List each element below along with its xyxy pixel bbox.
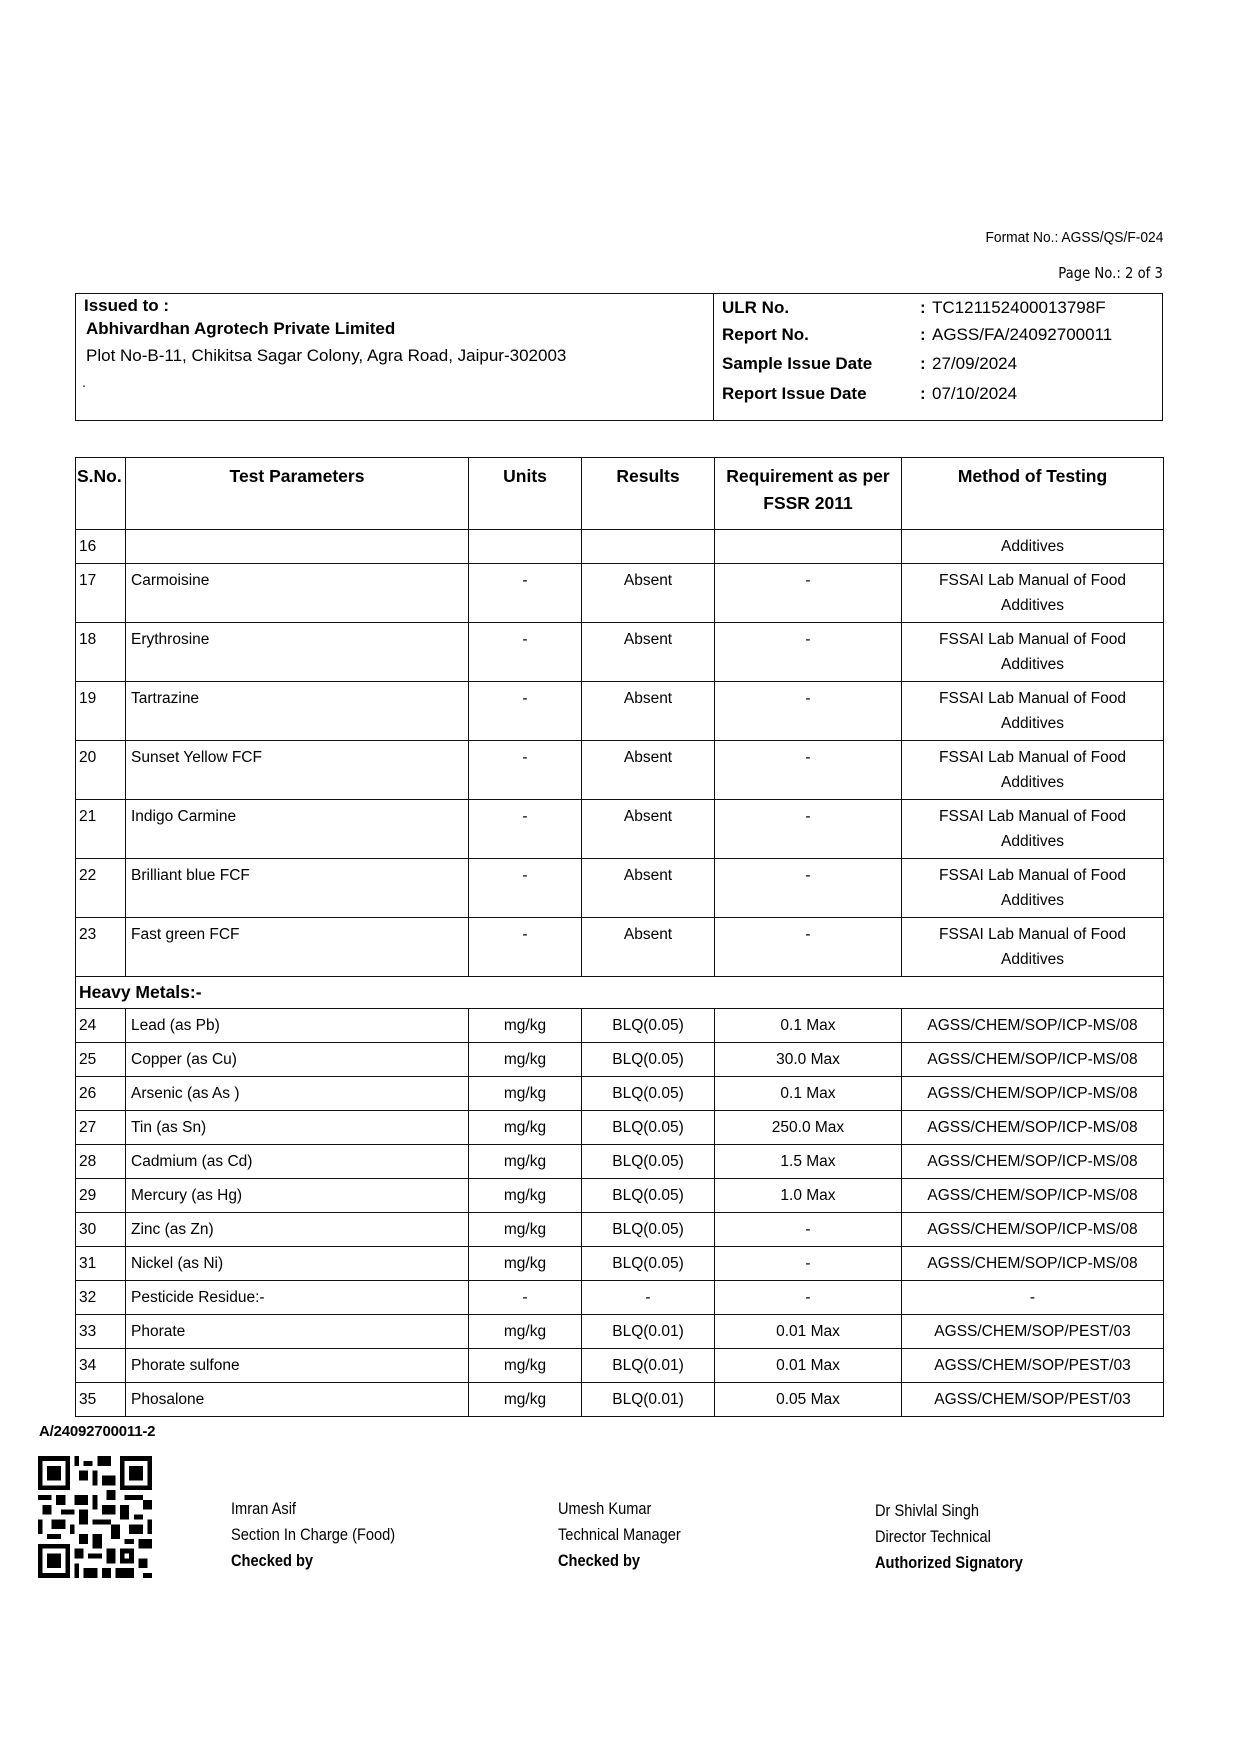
cell-units [469, 530, 582, 564]
table-row [76, 1247, 1164, 1281]
cell-sno: 29 [76, 1179, 126, 1213]
col-header-test-parameters: Test Parameters [126, 458, 469, 530]
signatory-name: Dr Shivlal Singh [875, 1501, 980, 1520]
format-number: Format No.: AGSS/QS/F-024 [985, 229, 1163, 246]
cell-sno: 31 [76, 1247, 126, 1281]
cell-sno: 22 [76, 859, 126, 918]
col-header-sno: S.No. [76, 458, 126, 530]
cell-results: BLQ(0.05) [582, 1009, 715, 1043]
report-issue-date-label: Report Issue Date [722, 384, 867, 403]
cell-units: - [469, 623, 582, 682]
table-row [76, 1281, 1164, 1315]
cell-requirement: - [715, 623, 902, 682]
cell-sno: 19 [76, 682, 126, 741]
table-row [76, 1077, 1164, 1111]
table-row [76, 1383, 1164, 1417]
cell-units: mg/kg [469, 1179, 582, 1213]
signatory-name: Imran Asif [231, 1499, 297, 1518]
cell-sno: 21 [76, 800, 126, 859]
table-row [76, 1213, 1164, 1247]
col-header-units: Units [469, 458, 582, 530]
table-row [76, 1145, 1164, 1179]
cell-requirement: 0.05 Max [715, 1383, 902, 1417]
cell-requirement: - [715, 564, 902, 623]
cell-sno: 27 [76, 1111, 126, 1145]
cell-results: BLQ(0.05) [582, 1111, 715, 1145]
cell-sno: 17 [76, 564, 126, 623]
sample-issue-date-value: 27/09/2024 [932, 354, 1018, 373]
cell-units: mg/kg [469, 1247, 582, 1281]
cell-units: - [469, 800, 582, 859]
signatory-technical-manager [558, 1496, 681, 1574]
issued-to-label: Issued to : [84, 296, 170, 315]
cell-requirement: - [715, 1281, 902, 1315]
table-header-row [76, 458, 1164, 530]
table-row [76, 1009, 1164, 1043]
sample-issue-date-label: Sample Issue Date [722, 354, 873, 373]
table-row [76, 1043, 1164, 1077]
cell-method: AGSS/CHEM/SOP/ICP-MS/08 [902, 1145, 1164, 1179]
signatory-director-technical [875, 1498, 1023, 1576]
cell-sno: 32 [76, 1281, 126, 1315]
report-number-value: AGSS/FA/24092700011 [932, 325, 1113, 344]
cell-param: Tin (as Sn) [126, 1111, 469, 1145]
cell-requirement: - [715, 800, 902, 859]
cell-requirement: 0.01 Max [715, 1349, 902, 1383]
cell-param: Brilliant blue FCF [126, 859, 469, 918]
cell-results: Absent [582, 800, 715, 859]
cell-method: FSSAI Lab Manual of Food Additives [902, 741, 1164, 800]
table-row [76, 682, 1164, 741]
ulr-number-label: ULR No. [722, 298, 790, 317]
cell-results: Absent [582, 623, 715, 682]
cell-units: mg/kg [469, 1145, 582, 1179]
cell-requirement: 0.01 Max [715, 1315, 902, 1349]
cell-param: Fast green FCF [126, 918, 469, 977]
cell-units: mg/kg [469, 1009, 582, 1043]
cell-results: BLQ(0.05) [582, 1077, 715, 1111]
cell-param: Indigo Carmine [126, 800, 469, 859]
report-number-label: Report No. [722, 325, 809, 344]
cell-results: BLQ(0.05) [582, 1145, 715, 1179]
table-row [76, 918, 1164, 977]
cell-method: AGSS/CHEM/SOP/ICP-MS/08 [902, 1179, 1164, 1213]
cell-units: - [469, 741, 582, 800]
cell-requirement: 1.0 Max [715, 1179, 902, 1213]
section-row-heavy-metals [76, 977, 1164, 1009]
cell-units: - [469, 564, 582, 623]
issued-to-company: Abhivardhan Agrotech Private Limited [86, 319, 396, 338]
cell-param: Tartrazine [126, 682, 469, 741]
table-row [76, 1349, 1164, 1383]
cell-method: FSSAI Lab Manual of Food Additives [902, 564, 1164, 623]
cell-param: Lead (as Pb) [126, 1009, 469, 1043]
cell-method: AGSS/CHEM/SOP/ICP-MS/08 [902, 1111, 1164, 1145]
cell-requirement: - [715, 918, 902, 977]
cell-method: AGSS/CHEM/SOP/ICP-MS/08 [902, 1043, 1164, 1077]
separator: : [920, 325, 926, 344]
cell-requirement: - [715, 1247, 902, 1281]
cell-sno: 30 [76, 1213, 126, 1247]
cell-sno: 18 [76, 623, 126, 682]
cell-param: Arsenic (as As ) [126, 1077, 469, 1111]
col-header-method: Method of Testing [902, 458, 1164, 530]
document-code: A/24092700011-2 [39, 1423, 156, 1440]
cell-method: AGSS/CHEM/SOP/ICP-MS/08 [902, 1213, 1164, 1247]
cell-results: BLQ(0.05) [582, 1213, 715, 1247]
cell-results: Absent [582, 564, 715, 623]
table-row [76, 859, 1164, 918]
cell-units: mg/kg [469, 1043, 582, 1077]
cell-param: Phosalone [126, 1383, 469, 1417]
cell-method: AGSS/CHEM/SOP/ICP-MS/08 [902, 1247, 1164, 1281]
cell-param: Cadmium (as Cd) [126, 1145, 469, 1179]
table-row [76, 741, 1164, 800]
cell-method: AGSS/CHEM/SOP/ICP-MS/08 [902, 1077, 1164, 1111]
table-row [76, 1111, 1164, 1145]
cell-method: FSSAI Lab Manual of Food Additives [902, 859, 1164, 918]
issued-to-extra: . [82, 374, 86, 390]
cell-results: Absent [582, 859, 715, 918]
report-issue-date-value: 07/10/2024 [932, 384, 1018, 403]
cell-requirement: - [715, 741, 902, 800]
ulr-number-value: TC121152400013798F [932, 298, 1106, 317]
test-results-table [75, 457, 1164, 1417]
table-row [76, 623, 1164, 682]
cell-results: Absent [582, 682, 715, 741]
signatory-section-in-charge [231, 1496, 395, 1574]
cell-param [126, 530, 469, 564]
cell-results: BLQ(0.01) [582, 1315, 715, 1349]
cell-requirement: 0.1 Max [715, 1009, 902, 1043]
cell-sno: 26 [76, 1077, 126, 1111]
report-header-box [75, 293, 1163, 421]
cell-results: Absent [582, 918, 715, 977]
cell-method: AGSS/CHEM/SOP/PEST/03 [902, 1383, 1164, 1417]
table-row [76, 530, 1164, 564]
cell-param: Sunset Yellow FCF [126, 741, 469, 800]
cell-units: mg/kg [469, 1349, 582, 1383]
cell-results: Absent [582, 741, 715, 800]
cell-method: FSSAI Lab Manual of Food Additives [902, 623, 1164, 682]
cell-units: mg/kg [469, 1213, 582, 1247]
cell-requirement: - [715, 682, 902, 741]
signatory-title: Section In Charge (Food) [231, 1525, 396, 1544]
table-row [76, 1315, 1164, 1349]
cell-units: - [469, 1281, 582, 1315]
cell-param: Erythrosine [126, 623, 469, 682]
cell-method: FSSAI Lab Manual of Food Additives [902, 800, 1164, 859]
cell-units: mg/kg [469, 1111, 582, 1145]
cell-units: mg/kg [469, 1315, 582, 1349]
signatory-title: Director Technical [875, 1527, 991, 1546]
table-row [76, 800, 1164, 859]
qr-code-icon [38, 1456, 152, 1578]
cell-requirement: 1.5 Max [715, 1145, 902, 1179]
separator: : [920, 298, 926, 317]
col-header-requirement: Requirement as per FSSR 2011 [715, 458, 902, 530]
table-row [76, 1179, 1164, 1213]
cell-param: Pesticide Residue:- [126, 1281, 469, 1315]
cell-results: BLQ(0.05) [582, 1179, 715, 1213]
cell-sno: 25 [76, 1043, 126, 1077]
cell-method: - [902, 1281, 1164, 1315]
cell-results [582, 530, 715, 564]
cell-results: BLQ(0.05) [582, 1043, 715, 1077]
cell-sno: 28 [76, 1145, 126, 1179]
cell-requirement: 250.0 Max [715, 1111, 902, 1145]
cell-units: - [469, 918, 582, 977]
cell-method: AGSS/CHEM/SOP/ICP-MS/08 [902, 1009, 1164, 1043]
cell-sno: 33 [76, 1315, 126, 1349]
signatory-role: Checked by [231, 1551, 314, 1570]
cell-param: Nickel (as Ni) [126, 1247, 469, 1281]
cell-method: Additives [902, 530, 1164, 564]
issued-to-address: Plot No-B-11, Chikitsa Sagar Colony, Agra Road, Jaipur-302003 [86, 346, 567, 365]
cell-param: Phorate [126, 1315, 469, 1349]
cell-sno: 20 [76, 741, 126, 800]
cell-param: Zinc (as Zn) [126, 1213, 469, 1247]
col-header-results: Results [582, 458, 715, 530]
cell-units: - [469, 859, 582, 918]
cell-requirement: - [715, 859, 902, 918]
cell-requirement [715, 530, 902, 564]
cell-results: BLQ(0.01) [582, 1383, 715, 1417]
cell-method: FSSAI Lab Manual of Food Additives [902, 682, 1164, 741]
cell-requirement: 0.1 Max [715, 1077, 902, 1111]
page-number: Page No.: 2 of 3 [1058, 264, 1163, 282]
cell-param: Phorate sulfone [126, 1349, 469, 1383]
cell-param: Carmoisine [126, 564, 469, 623]
signatory-title: Technical Manager [558, 1525, 681, 1544]
cell-method: FSSAI Lab Manual of Food Additives [902, 918, 1164, 977]
cell-results: BLQ(0.01) [582, 1349, 715, 1383]
report-info-panel [714, 294, 1162, 420]
section-heading: Heavy Metals:- [76, 977, 1164, 1009]
cell-method: AGSS/CHEM/SOP/PEST/03 [902, 1349, 1164, 1383]
cell-method: AGSS/CHEM/SOP/PEST/03 [902, 1315, 1164, 1349]
cell-param: Mercury (as Hg) [126, 1179, 469, 1213]
cell-sno: 23 [76, 918, 126, 977]
signatory-name: Umesh Kumar [558, 1499, 652, 1518]
cell-sno: 24 [76, 1009, 126, 1043]
cell-units: mg/kg [469, 1383, 582, 1417]
table-row [76, 564, 1164, 623]
cell-units: - [469, 682, 582, 741]
separator: : [920, 354, 926, 373]
cell-sno: 34 [76, 1349, 126, 1383]
cell-requirement: - [715, 1213, 902, 1247]
cell-sno: 16 [76, 530, 126, 564]
cell-results: BLQ(0.05) [582, 1247, 715, 1281]
signatory-role: Authorized Signatory [875, 1553, 1023, 1572]
cell-requirement: 30.0 Max [715, 1043, 902, 1077]
cell-results: - [582, 1281, 715, 1315]
cell-units: mg/kg [469, 1077, 582, 1111]
cell-sno: 35 [76, 1383, 126, 1417]
separator: : [920, 384, 926, 403]
cell-param: Copper (as Cu) [126, 1043, 469, 1077]
issued-to-panel [76, 294, 714, 420]
signatory-role: Checked by [558, 1551, 641, 1570]
